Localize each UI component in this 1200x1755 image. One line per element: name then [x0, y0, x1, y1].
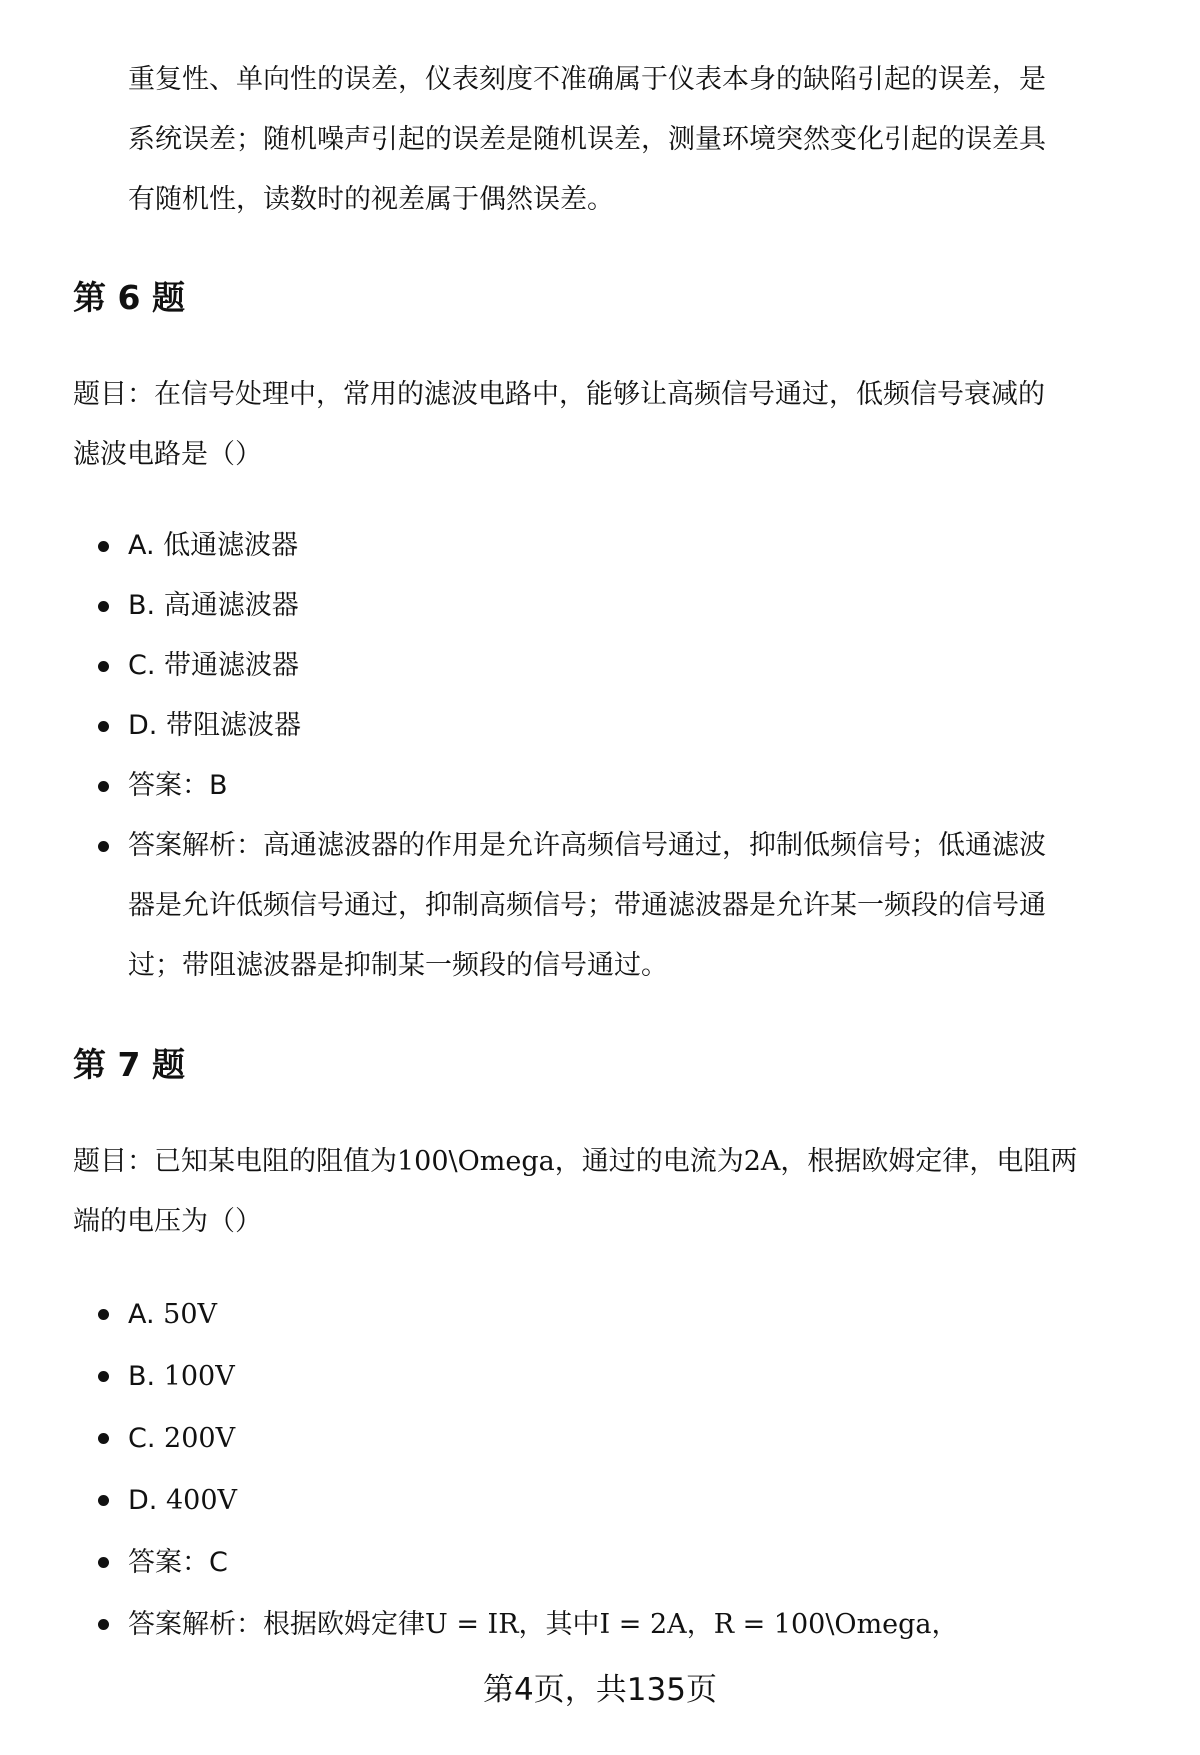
option-a	[0, 1284, 1158, 1346]
bullet-icon	[98, 841, 109, 852]
answer-text: 答案：C	[128, 1547, 228, 1578]
option-text: B. 高通滤波器	[128, 590, 299, 621]
bullet-icon	[98, 601, 109, 612]
math-current: I = 2A	[599, 1609, 687, 1640]
bullet-icon	[98, 1433, 109, 1444]
text-run: 答案解析：根据欧姆定律	[128, 1609, 425, 1640]
previous-answer-explanation	[128, 50, 1148, 230]
text-run: ，	[931, 1609, 959, 1640]
question-6-options	[0, 516, 1200, 996]
option-text: A. 低通滤波器	[128, 530, 299, 561]
math-ohms-law: U = IR	[425, 1609, 519, 1640]
bullet-icon	[98, 721, 109, 732]
question-7-text	[73, 1132, 1153, 1252]
option-value: 100V	[163, 1361, 235, 1392]
text-line: 器是允许低频信号通过，抑制高频信号；带通滤波器是允许某一频段的信号通	[128, 890, 1046, 921]
text-line: 有随机性，读数时的视差属于偶然误差。	[128, 184, 614, 215]
text-line	[73, 1132, 1153, 1192]
math-resistance: R = 100\Omega	[713, 1609, 932, 1640]
option-c	[0, 636, 1158, 696]
question-6-heading: 第 6 题	[73, 278, 185, 317]
option-b	[0, 576, 1158, 636]
option-label: C.	[128, 1423, 165, 1454]
text-line: 题目：在信号处理中，常用的滤波电路中，能够让高频信号通过，低频信号衰减的	[73, 379, 1045, 410]
answer	[0, 756, 1158, 816]
text-line: 重复性、单向性的误差，仪表刻度不准确属于仪表本身的缺陷引起的误差，是	[128, 64, 1046, 95]
text-run: ，	[686, 1609, 714, 1640]
bullet-icon	[98, 1309, 109, 1320]
bullet-icon	[98, 1619, 109, 1630]
text-run: ，通过的电流为	[554, 1146, 744, 1177]
text-line: 端的电压为（）	[73, 1206, 262, 1237]
option-d	[0, 1470, 1158, 1532]
bullet-icon	[98, 1495, 109, 1506]
text-run: ，其中	[518, 1609, 600, 1640]
option-value: 200V	[164, 1423, 236, 1454]
math-current: 2A	[743, 1146, 781, 1177]
text-run: ，根据欧姆定律，电阻两	[780, 1146, 1078, 1177]
option-value: 50V	[163, 1299, 218, 1330]
option-label: D.	[128, 1485, 166, 1516]
bullet-icon	[98, 1371, 109, 1382]
option-label: A.	[128, 1299, 164, 1330]
text-line: 系统误差；随机噪声引起的误差是随机误差，测量环境突然变化引起的误差具	[128, 124, 1046, 155]
question-7-heading: 第 7 题	[73, 1045, 185, 1084]
math-resistance: 100\Omega	[397, 1146, 555, 1177]
answer	[0, 1532, 1158, 1594]
question-6-text	[73, 365, 1153, 485]
bullet-icon	[98, 781, 109, 792]
answer-explanation	[0, 816, 1158, 996]
option-label: B.	[128, 1361, 164, 1392]
option-value: 400V	[165, 1485, 238, 1516]
option-a	[0, 516, 1158, 576]
option-c	[0, 1408, 1158, 1470]
option-text: D. 带阻滤波器	[128, 710, 301, 741]
bullet-icon	[98, 1557, 109, 1568]
option-d	[0, 696, 1158, 756]
bullet-icon	[98, 541, 109, 552]
bullet-icon	[98, 661, 109, 672]
answer-explanation	[0, 1594, 1158, 1656]
text-line: 滤波电路是（）	[73, 439, 262, 470]
text-run: 题目：已知某电阻的阻值为	[73, 1146, 397, 1177]
answer-text: 答案：B	[128, 770, 228, 801]
text-line: 答案解析：高通滤波器的作用是允许高频信号通过，抑制低频信号；低通滤波	[128, 830, 1046, 861]
question-7-options	[0, 1284, 1200, 1656]
page-footer: 第4页，共135页	[483, 1672, 717, 1708]
text-line: 过；带阻滤波器是抑制某一频段的信号通过。	[128, 950, 668, 981]
option-text: C. 带通滤波器	[128, 650, 300, 681]
option-b	[0, 1346, 1158, 1408]
